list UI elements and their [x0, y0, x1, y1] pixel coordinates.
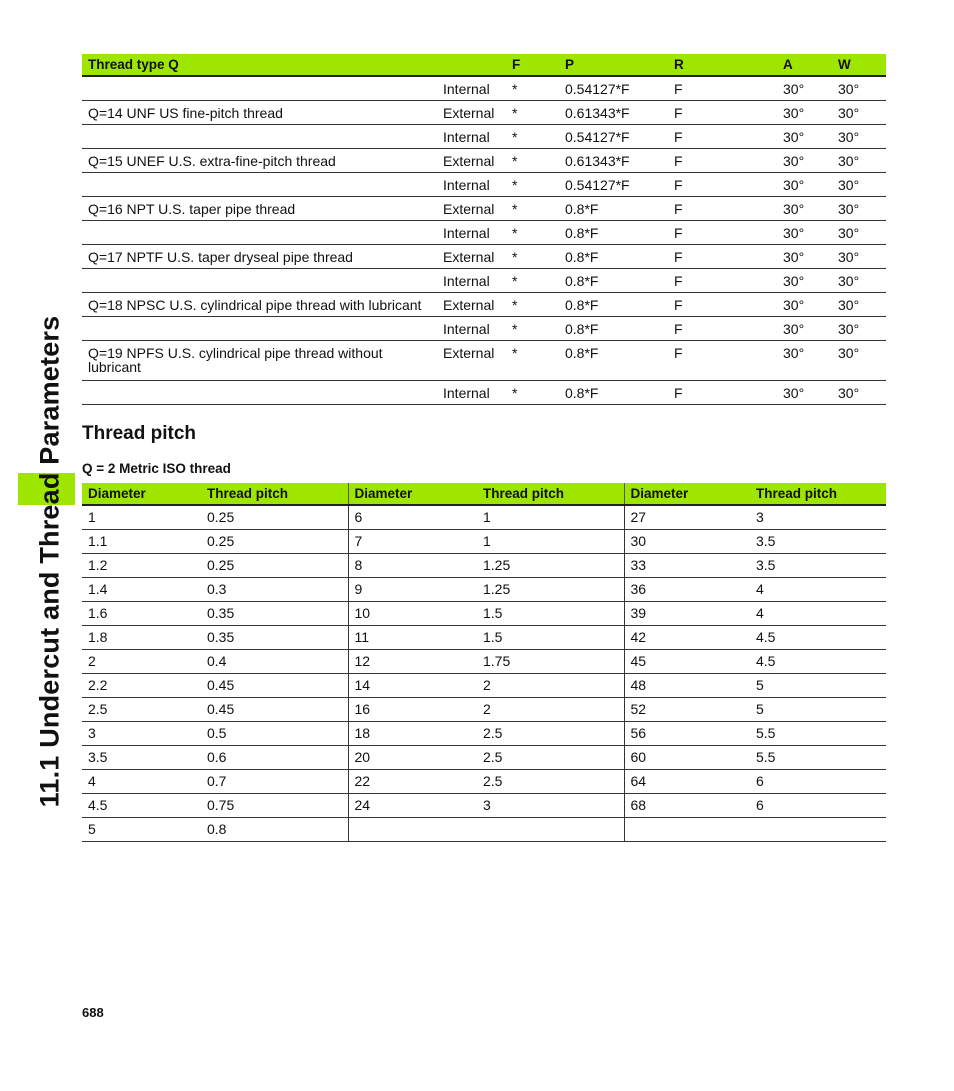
- thread-type-cell: F: [668, 221, 777, 245]
- thread-pitch-cell: 56: [624, 721, 750, 745]
- thread-type-cell: 30°: [832, 269, 886, 293]
- thread-type-header-cell: W: [832, 54, 886, 76]
- thread-type-row: [82, 149, 886, 173]
- thread-pitch-cell: [750, 817, 886, 841]
- thread-pitch-cell: 22: [348, 769, 477, 793]
- thread-pitch-cell: [624, 817, 750, 841]
- thread-type-cell: 30°: [832, 381, 886, 405]
- thread-type-cell: External: [437, 341, 506, 381]
- thread-type-row: [82, 173, 886, 197]
- thread-type-cell: Q=14 UNF US fine-pitch thread: [82, 101, 437, 125]
- thread-type-cell: F: [668, 381, 777, 405]
- thread-type-cell: External: [437, 245, 506, 269]
- thread-type-cell: F: [668, 269, 777, 293]
- thread-type-cell: Internal: [437, 381, 506, 405]
- thread-type-cell: 30°: [777, 341, 832, 381]
- thread-pitch-cell: 30: [624, 529, 750, 553]
- thread-pitch-cell: 8: [348, 553, 477, 577]
- thread-pitch-cell: 4: [750, 601, 886, 625]
- thread-type-header-cell: F: [506, 54, 559, 76]
- thread-pitch-header-cell: Thread pitch: [750, 483, 886, 505]
- thread-pitch-row: [82, 769, 886, 793]
- thread-type-cell: Internal: [437, 76, 506, 101]
- thread-type-cell: 30°: [832, 341, 886, 381]
- thread-pitch-cell: 0.45: [201, 673, 348, 697]
- thread-pitch-cell: 48: [624, 673, 750, 697]
- chapter-side-title: [22, 0, 78, 1091]
- thread-type-cell: External: [437, 149, 506, 173]
- thread-type-row: [82, 197, 886, 221]
- thread-pitch-cell: 1.4: [82, 577, 201, 601]
- thread-pitch-cell: 0.25: [201, 529, 348, 553]
- thread-type-cell: F: [668, 76, 777, 101]
- thread-type-header-cell: [437, 54, 506, 76]
- thread-type-header-row: [82, 54, 886, 76]
- thread-pitch-cell: 18: [348, 721, 477, 745]
- thread-type-cell: 0.8*F: [559, 245, 668, 269]
- thread-pitch-cell: 4.5: [82, 793, 201, 817]
- thread-pitch-cell: 16: [348, 697, 477, 721]
- thread-type-header-cell: R: [668, 54, 777, 76]
- thread-pitch-cell: 45: [624, 649, 750, 673]
- thread-pitch-row: [82, 793, 886, 817]
- thread-pitch-cell: 4.5: [750, 649, 886, 673]
- thread-type-cell: *: [506, 317, 559, 341]
- thread-pitch-header-row: [82, 483, 886, 505]
- thread-pitch-cell: 1: [477, 505, 624, 529]
- thread-type-cell: *: [506, 197, 559, 221]
- thread-type-cell: F: [668, 149, 777, 173]
- thread-type-cell: 30°: [777, 173, 832, 197]
- thread-type-cell: Internal: [437, 125, 506, 149]
- thread-pitch-cell: 5.5: [750, 721, 886, 745]
- thread-pitch-cell: 2.5: [477, 721, 624, 745]
- thread-pitch-cell: 6: [348, 505, 477, 529]
- section-heading: Thread pitch: [82, 423, 197, 444]
- thread-pitch-cell: 3.5: [82, 745, 201, 769]
- thread-pitch-cell: 1.5: [477, 601, 624, 625]
- thread-type-cell: F: [668, 125, 777, 149]
- thread-type-cell: 30°: [777, 245, 832, 269]
- thread-pitch-cell: 1.6: [82, 601, 201, 625]
- thread-pitch-row: [82, 673, 886, 697]
- thread-type-cell: 0.8*F: [559, 269, 668, 293]
- thread-type-cell: Q=17 NPTF U.S. taper dryseal pipe thread: [82, 245, 437, 269]
- thread-type-cell: Internal: [437, 269, 506, 293]
- thread-type-cell: 30°: [777, 101, 832, 125]
- thread-pitch-cell: 5: [750, 673, 886, 697]
- thread-pitch-header-cell: Thread pitch: [201, 483, 348, 505]
- thread-type-cell: [82, 125, 437, 149]
- thread-type-cell: [82, 381, 437, 405]
- thread-type-cell: F: [668, 317, 777, 341]
- thread-type-cell: 30°: [777, 221, 832, 245]
- page-number: 688: [82, 1005, 104, 1020]
- thread-pitch-cell: 2: [477, 673, 624, 697]
- thread-type-row: [82, 245, 886, 269]
- thread-type-cell: [82, 221, 437, 245]
- thread-pitch-cell: 3.5: [750, 553, 886, 577]
- thread-pitch-cell: 4: [750, 577, 886, 601]
- thread-pitch-header-cell: Diameter: [624, 483, 750, 505]
- thread-pitch-cell: 12: [348, 649, 477, 673]
- thread-type-cell: 30°: [777, 125, 832, 149]
- thread-pitch-cell: 10: [348, 601, 477, 625]
- thread-type-row: [82, 381, 886, 405]
- thread-pitch-cell: 1.25: [477, 553, 624, 577]
- thread-pitch-row: [82, 649, 886, 673]
- thread-type-cell: 30°: [832, 221, 886, 245]
- thread-pitch-row: [82, 817, 886, 841]
- thread-type-cell: 0.8*F: [559, 197, 668, 221]
- thread-pitch-cell: 24: [348, 793, 477, 817]
- thread-pitch-cell: 42: [624, 625, 750, 649]
- thread-type-cell: 0.61343*F: [559, 101, 668, 125]
- thread-pitch-header-cell: Diameter: [348, 483, 477, 505]
- thread-type-cell: Internal: [437, 173, 506, 197]
- thread-type-cell: F: [668, 197, 777, 221]
- thread-type-cell: [82, 76, 437, 101]
- thread-pitch-cell: 2: [477, 697, 624, 721]
- thread-type-cell: 0.8*F: [559, 341, 668, 381]
- thread-pitch-table: [82, 483, 886, 842]
- thread-type-cell: *: [506, 293, 559, 317]
- thread-type-row: [82, 341, 886, 381]
- thread-pitch-cell: 3: [82, 721, 201, 745]
- thread-type-cell: F: [668, 293, 777, 317]
- thread-pitch-cell: 2: [82, 649, 201, 673]
- thread-pitch-cell: 20: [348, 745, 477, 769]
- thread-type-cell: 30°: [832, 173, 886, 197]
- thread-type-cell: 0.61343*F: [559, 149, 668, 173]
- thread-type-cell: 30°: [832, 125, 886, 149]
- thread-type-cell: 0.54127*F: [559, 76, 668, 101]
- thread-pitch-cell: 60: [624, 745, 750, 769]
- thread-type-cell: 0.8*F: [559, 381, 668, 405]
- thread-type-cell: *: [506, 101, 559, 125]
- thread-type-row: [82, 101, 886, 125]
- thread-pitch-cell: 1.1: [82, 529, 201, 553]
- thread-type-cell: 30°: [832, 293, 886, 317]
- thread-pitch-cell: 0.25: [201, 505, 348, 529]
- thread-pitch-cell: 1.8: [82, 625, 201, 649]
- thread-pitch-cell: 1.2: [82, 553, 201, 577]
- thread-type-cell: Q=16 NPT U.S. taper pipe thread: [82, 197, 437, 221]
- thread-pitch-cell: 2.5: [477, 769, 624, 793]
- thread-type-cell: 30°: [777, 76, 832, 101]
- thread-pitch-cell: 27: [624, 505, 750, 529]
- thread-pitch-row: [82, 505, 886, 529]
- thread-type-cell: 0.8*F: [559, 317, 668, 341]
- thread-pitch-cell: 39: [624, 601, 750, 625]
- thread-pitch-row: [82, 553, 886, 577]
- thread-pitch-cell: 0.4: [201, 649, 348, 673]
- thread-pitch-cell: 6: [750, 769, 886, 793]
- thread-pitch-cell: 5.5: [750, 745, 886, 769]
- thread-type-cell: External: [437, 101, 506, 125]
- thread-pitch-cell: 0.35: [201, 601, 348, 625]
- thread-pitch-cell: 7: [348, 529, 477, 553]
- thread-pitch-cell: 0.8: [201, 817, 348, 841]
- thread-pitch-cell: 1: [477, 529, 624, 553]
- thread-type-row: [82, 317, 886, 341]
- thread-type-cell: 30°: [777, 197, 832, 221]
- thread-pitch-cell: 14: [348, 673, 477, 697]
- thread-type-cell: 0.8*F: [559, 293, 668, 317]
- thread-type-row: [82, 125, 886, 149]
- thread-pitch-cell: 0.7: [201, 769, 348, 793]
- thread-pitch-cell: 0.5: [201, 721, 348, 745]
- thread-pitch-row: [82, 601, 886, 625]
- thread-pitch-cell: 1: [82, 505, 201, 529]
- thread-pitch-cell: 0.35: [201, 625, 348, 649]
- thread-pitch-row: [82, 577, 886, 601]
- thread-type-cell: 0.54127*F: [559, 173, 668, 197]
- thread-type-row: [82, 76, 886, 101]
- thread-type-cell: 30°: [832, 317, 886, 341]
- thread-pitch-cell: 1.25: [477, 577, 624, 601]
- thread-type-row: [82, 269, 886, 293]
- thread-pitch-body: [82, 505, 886, 841]
- thread-pitch-header-cell: Diameter: [82, 483, 201, 505]
- thread-type-cell: 30°: [832, 76, 886, 101]
- thread-pitch-cell: 68: [624, 793, 750, 817]
- table-subheading: Q = 2 Metric ISO thread: [82, 461, 231, 476]
- thread-type-cell: 30°: [777, 293, 832, 317]
- thread-pitch-cell: 52: [624, 697, 750, 721]
- thread-pitch-cell: 5: [82, 817, 201, 841]
- thread-pitch-cell: 0.75: [201, 793, 348, 817]
- thread-type-cell: [82, 173, 437, 197]
- thread-type-cell: F: [668, 173, 777, 197]
- thread-type-cell: [82, 317, 437, 341]
- thread-type-cell: F: [668, 245, 777, 269]
- chapter-tab-marker: [18, 473, 75, 505]
- thread-type-header-cell: A: [777, 54, 832, 76]
- thread-type-cell: *: [506, 76, 559, 101]
- thread-type-cell: 30°: [832, 245, 886, 269]
- thread-pitch-cell: 33: [624, 553, 750, 577]
- thread-type-cell: 0.8*F: [559, 221, 668, 245]
- thread-type-header-cell: P: [559, 54, 668, 76]
- thread-type-cell: Internal: [437, 317, 506, 341]
- thread-type-cell: 30°: [777, 149, 832, 173]
- thread-type-cell: F: [668, 341, 777, 381]
- thread-pitch-row: [82, 529, 886, 553]
- thread-pitch-cell: 3.5: [750, 529, 886, 553]
- thread-pitch-cell: 3: [750, 505, 886, 529]
- thread-pitch-row: [82, 745, 886, 769]
- thread-type-header-cell: Thread type Q: [82, 54, 437, 76]
- thread-type-cell: Internal: [437, 221, 506, 245]
- thread-type-cell: 30°: [832, 149, 886, 173]
- thread-pitch-cell: 2.5: [82, 697, 201, 721]
- thread-type-row: [82, 293, 886, 317]
- thread-pitch-cell: 1.75: [477, 649, 624, 673]
- thread-pitch-cell: 6: [750, 793, 886, 817]
- thread-pitch-cell: 1.5: [477, 625, 624, 649]
- thread-type-cell: Q=19 NPFS U.S. cylindrical pipe thread without lubricant: [82, 341, 437, 381]
- thread-type-cell: *: [506, 245, 559, 269]
- thread-pitch-row: [82, 625, 886, 649]
- thread-type-cell: 30°: [832, 101, 886, 125]
- thread-type-cell: *: [506, 173, 559, 197]
- thread-pitch-cell: [477, 817, 624, 841]
- thread-pitch-cell: 0.3: [201, 577, 348, 601]
- thread-type-cell: Q=15 UNEF U.S. extra-fine-pitch thread: [82, 149, 437, 173]
- thread-type-cell: [82, 269, 437, 293]
- thread-type-cell: 30°: [777, 317, 832, 341]
- thread-type-body: [82, 76, 886, 405]
- thread-pitch-cell: 4: [82, 769, 201, 793]
- thread-type-cell: *: [506, 269, 559, 293]
- thread-type-table: [82, 54, 886, 405]
- thread-pitch-cell: 3: [477, 793, 624, 817]
- thread-pitch-cell: 4.5: [750, 625, 886, 649]
- thread-type-cell: 30°: [777, 269, 832, 293]
- thread-type-cell: External: [437, 197, 506, 221]
- thread-pitch-cell: 5: [750, 697, 886, 721]
- thread-pitch-cell: 0.45: [201, 697, 348, 721]
- thread-pitch-row: [82, 721, 886, 745]
- thread-pitch-cell: 2.5: [477, 745, 624, 769]
- thread-type-cell: *: [506, 341, 559, 381]
- thread-type-cell: *: [506, 381, 559, 405]
- thread-pitch-cell: 0.25: [201, 553, 348, 577]
- thread-type-cell: *: [506, 221, 559, 245]
- thread-type-cell: 0.54127*F: [559, 125, 668, 149]
- thread-type-cell: 30°: [777, 381, 832, 405]
- thread-type-cell: *: [506, 125, 559, 149]
- thread-pitch-cell: 11: [348, 625, 477, 649]
- thread-pitch-header-cell: Thread pitch: [477, 483, 624, 505]
- chapter-title-text: 11.1 Undercut and Thread Parameters: [34, 315, 65, 808]
- thread-type-cell: External: [437, 293, 506, 317]
- thread-pitch-cell: 0.6: [201, 745, 348, 769]
- thread-pitch-row: [82, 697, 886, 721]
- thread-pitch-cell: [348, 817, 477, 841]
- thread-pitch-cell: 9: [348, 577, 477, 601]
- thread-type-row: [82, 221, 886, 245]
- thread-pitch-cell: 36: [624, 577, 750, 601]
- thread-pitch-cell: 64: [624, 769, 750, 793]
- thread-type-cell: 30°: [832, 197, 886, 221]
- thread-type-cell: F: [668, 101, 777, 125]
- thread-type-cell: Q=18 NPSC U.S. cylindrical pipe thread with lubricant: [82, 293, 437, 317]
- thread-type-cell: *: [506, 149, 559, 173]
- thread-pitch-cell: 2.2: [82, 673, 201, 697]
